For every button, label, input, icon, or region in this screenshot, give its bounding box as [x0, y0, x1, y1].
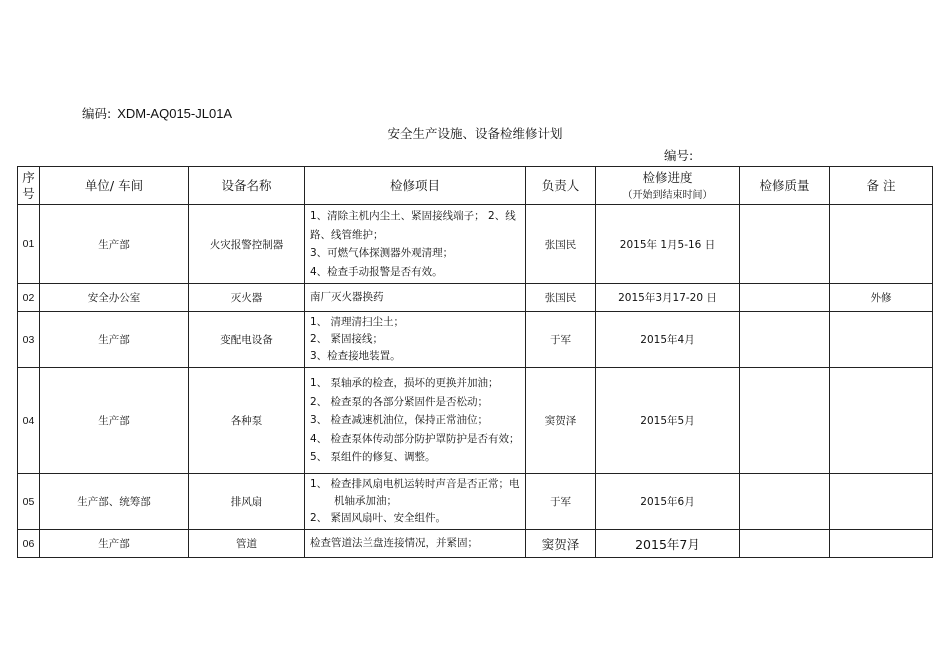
cell-person: 张国民	[526, 284, 596, 312]
table-header-row	[18, 167, 933, 205]
number-label: 编号:	[664, 148, 694, 163]
table-row	[18, 312, 933, 368]
cell-progress: 2015年7月	[596, 530, 740, 558]
header-quality: 检修质量	[740, 167, 830, 205]
item-line: 4、 检查泵体传动部分防护罩防护是否有效；	[310, 432, 520, 445]
document-code	[82, 104, 232, 122]
cell-remark: 外修	[830, 284, 933, 312]
item-line: 5、 泵组件的修复、调整。	[310, 451, 436, 464]
cell-equipment: 火灾报警控制器	[189, 205, 305, 284]
cell-quality	[740, 284, 830, 312]
cell-unit: 生产部	[40, 368, 189, 474]
header-progress	[596, 167, 740, 205]
cell-seq: 03	[18, 312, 40, 368]
cell-progress: 2015年6月	[596, 474, 740, 530]
header-remark: 备 注	[830, 167, 933, 205]
cell-items	[305, 284, 526, 312]
item-line: 1、清除主机内尘土、紧固接线端子； 2、线路、线管维护；	[310, 210, 516, 241]
header-items: 检修项目	[305, 167, 526, 205]
cell-seq: 04	[18, 368, 40, 474]
cell-progress: 2015年 1月5-16 日	[596, 205, 740, 284]
item-line: 检查管道法兰盘连接情况，并紧固；	[310, 537, 478, 550]
document-title: 安全生产设施、设备检维修计划	[387, 126, 563, 141]
cell-seq: 02	[18, 284, 40, 312]
cell-unit: 生产部	[40, 205, 189, 284]
maintenance-plan-table	[17, 166, 933, 558]
cell-quality	[740, 368, 830, 474]
item-line: 1、 检查排风扇电机运转时声音是否正常；电机轴承加油；	[310, 478, 520, 507]
cell-seq: 01	[18, 205, 40, 284]
cell-person: 窦贺泽	[526, 530, 596, 558]
cell-person: 于军	[526, 474, 596, 530]
cell-items	[305, 368, 526, 474]
cell-remark	[830, 312, 933, 368]
cell-seq: 05	[18, 474, 40, 530]
header-progress-label: 检修进度	[642, 169, 693, 185]
header-seq: 序号	[18, 167, 40, 205]
cell-quality	[740, 530, 830, 558]
cell-equipment: 灭火器	[189, 284, 305, 312]
cell-equipment: 排风扇	[189, 474, 305, 530]
item-line: 3、 检查减速机油位，保持正常油位；	[310, 414, 489, 427]
item-line: 2、 紧固风扇叶、安全组件。	[310, 512, 447, 524]
item-line: 3、检查接地装置。	[310, 350, 401, 362]
cell-unit: 生产部	[40, 312, 189, 368]
cell-items	[305, 312, 526, 368]
table-row	[18, 368, 933, 474]
cell-remark	[830, 474, 933, 530]
cell-unit: 安全办公室	[40, 284, 189, 312]
cell-equipment: 各种泵	[189, 368, 305, 474]
cell-quality	[740, 312, 830, 368]
cell-remark	[830, 530, 933, 558]
table-row	[18, 474, 933, 530]
cell-items	[305, 530, 526, 558]
table-row	[18, 284, 933, 312]
item-line: 1、 清理清扫尘土；	[310, 316, 405, 328]
cell-person: 窦贺泽	[526, 368, 596, 474]
cell-quality	[740, 205, 830, 284]
item-line: 3、可燃气体探测器外观清理；	[310, 247, 454, 259]
cell-remark	[830, 368, 933, 474]
cell-seq: 06	[18, 530, 40, 558]
cell-progress: 2015年5月	[596, 368, 740, 474]
item-line: 1、 泵轴承的检查，损坏的更换并加油；	[310, 377, 499, 390]
cell-person: 于军	[526, 312, 596, 368]
cell-items	[305, 205, 526, 284]
cell-unit: 生产部、统筹部	[40, 474, 189, 530]
code-value: XDM-AQ015-JL01A	[117, 106, 233, 121]
table-row	[18, 530, 933, 558]
table-row	[18, 205, 933, 284]
cell-person: 张国民	[526, 205, 596, 284]
item-line: 2、 紧固接线；	[310, 333, 384, 345]
item-line: 2、 检查泵的各部分紧固件是否松动；	[310, 395, 489, 408]
cell-equipment: 管道	[189, 530, 305, 558]
header-person: 负责人	[526, 167, 596, 205]
header-unit: 单位/ 车间	[40, 167, 189, 205]
item-line: 4、检查手动报警是否有效。	[310, 265, 443, 278]
cell-equipment: 变配电设备	[189, 312, 305, 368]
cell-progress: 2015年4月	[596, 312, 740, 368]
item-line: 南厂灭火器换药	[310, 291, 384, 304]
cell-progress: 2015年3月17-20 日	[596, 284, 740, 312]
cell-items	[305, 474, 526, 530]
header-progress-note: （开始到结束时间）	[622, 189, 713, 201]
cell-unit: 生产部	[40, 530, 189, 558]
header-equipment: 设备名称	[189, 167, 305, 205]
cell-remark	[830, 205, 933, 284]
code-label: 编码:	[82, 106, 112, 121]
cell-quality	[740, 474, 830, 530]
